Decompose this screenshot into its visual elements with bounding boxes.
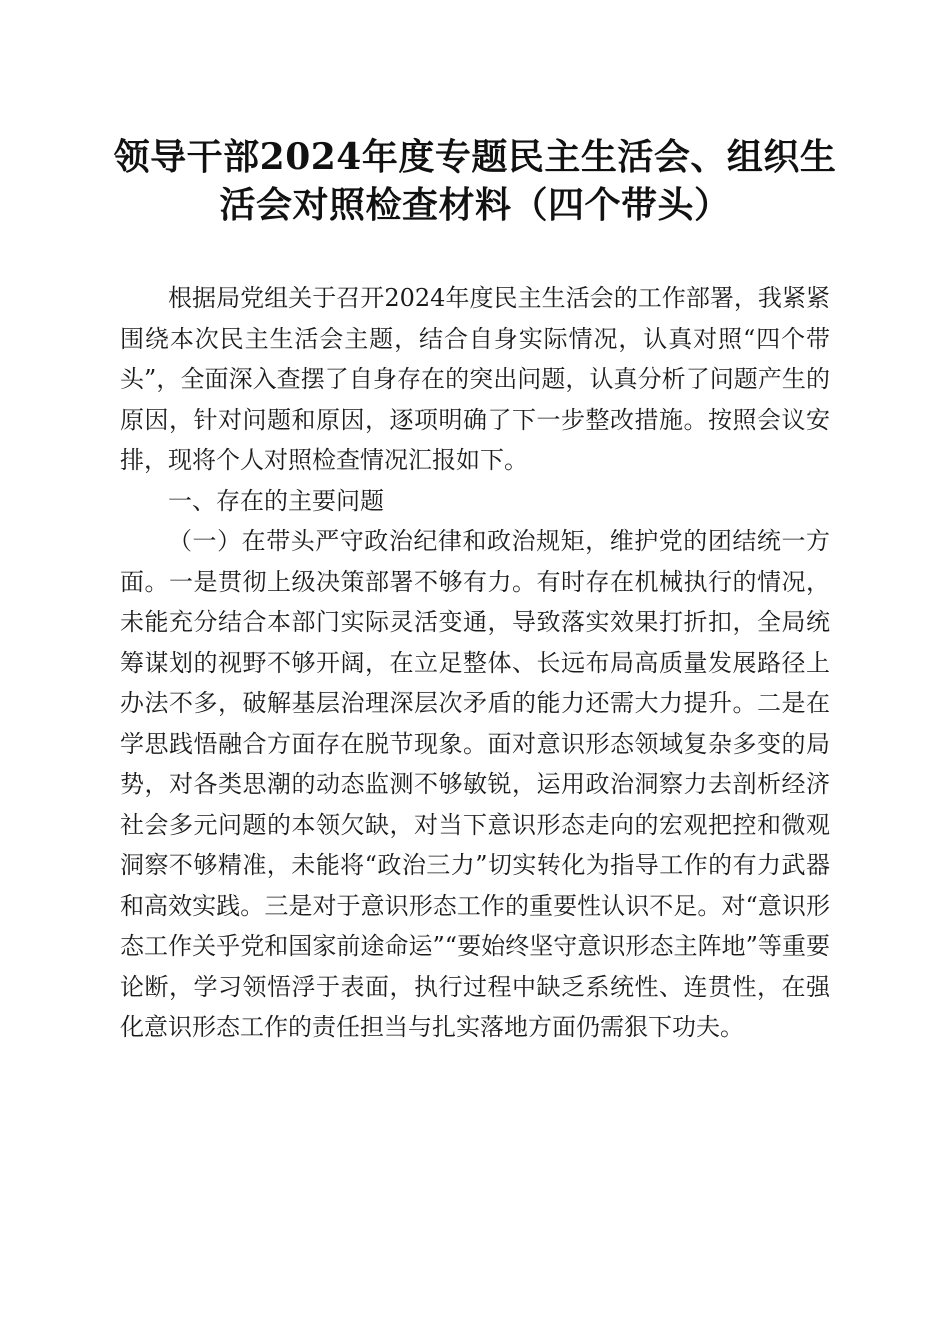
document-body: [120, 278, 830, 1048]
intro-paragraph: 根据局党组关于召开2024年度民主生活会的工作部署，我紧紧围绕本次民主生活会主题，结合自身实际情况，认真对照“四个带头”，全面深入查摆了自身存在的突出问题，认真分析了问题产生的原因，针对问题和原因，逐项明确了下一步整改措施。按照会议安排，现将个人对照检查情况汇报如下。: [120, 284, 830, 474]
document-title: [110, 133, 840, 229]
title-line-1: 领导干部2024年度专题民主生活会、组织生: [113, 136, 837, 178]
section-heading: 一、存在的主要问题: [168, 486, 384, 515]
title-line-2: 活会对照检查材料（四个带头）: [219, 184, 731, 226]
section-paragraph: （一）在带头严守政治纪律和政治规矩，维护党的团结统一方面。一是贯彻上级决策部署不够有力。有时存在机械执行的情况，未能充分结合本部门实际灵活变通，导致落实效果打折扣，全局统筹谋划的视野不够开阔，在立足整体、长远布局高质量发展路径上办法不多，破解基层治理深层次矛盾的能力还需大力提升。二是在学思践悟融合方面存在脱节现象。面对意识形态领域复杂多变的局势，对各类思潮的动态监测不够敏锐，运用政治洞察力去剖析经济社会多元问题的本领欠缺，对当下意识形态走向的宏观把控和微观洞察不够精准，未能将“政治三力”切实转化为指导工作的有力武器和高效实践。三是对于意识形态工作的重要性认识不足。对“意识形态工作关乎党和国家前途命运”“要始终坚守意识形态主阵地”等重要论断，学习领悟浮于表面，执行过程中缺乏系统性、连贯性，在强化意识形态工作的责任担当与扎实落地方面仍需狠下功夫。: [120, 527, 830, 1041]
